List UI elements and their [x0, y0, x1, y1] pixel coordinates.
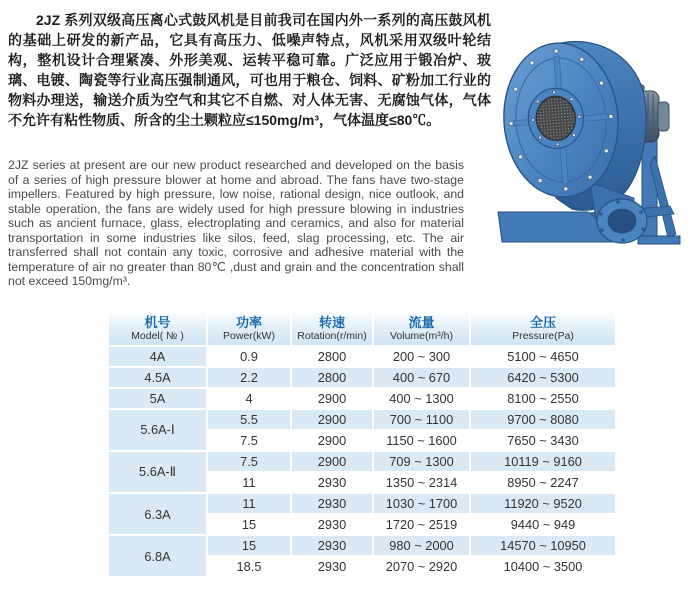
pressure-cell: 10400 ~ 3500 [471, 557, 615, 576]
volume-cell: 1350 ~ 2314 [374, 473, 469, 492]
table-row [109, 452, 615, 471]
table-header-row [109, 312, 615, 345]
pressure-cell: 6420 ~ 5300 [471, 368, 615, 387]
volume-cell: 980 ~ 2000 [374, 536, 469, 555]
pressure-cell: 8950 ~ 2247 [471, 473, 615, 492]
table-row [109, 410, 615, 429]
table-row [109, 347, 615, 366]
power-cell: 15 [208, 536, 290, 555]
rotation-cell: 2930 [292, 536, 372, 555]
model-cell: 6.3A [109, 494, 206, 534]
specification-table [107, 310, 617, 578]
rotation-cell: 2930 [292, 557, 372, 576]
pressure-cell: 7650 ~ 3430 [471, 431, 615, 450]
power-cell: 11 [208, 473, 290, 492]
power-cell: 4 [208, 389, 290, 408]
power-cell: 2.2 [208, 368, 290, 387]
model-cell: 6.8A [109, 536, 206, 576]
rotation-cell: 2900 [292, 389, 372, 408]
col-header-rotation: 转速 Rotation(r/min) [292, 312, 372, 345]
rotation-cell: 2900 [292, 452, 372, 471]
power-cell: 15 [208, 515, 290, 534]
model-cell: 5A [109, 389, 206, 408]
blower-product-image [492, 14, 698, 250]
power-cell: 7.5 [208, 431, 290, 450]
chinese-description: 2JZ 系列双级高压离心式鼓风机是目前我司在国内外一系列的高压鼓风机的基础上研发的新产品，它具有高压力、低噪声特点，风机采用双级叶轮结构，整机设计合理紧凑、外形美观、运转平稳可靠。广泛应用于锻冶炉、玻璃、电镀、陶瓷等行业高压强制通风，可也用于粮仓、饲料、矿粉加工行业的物料办理送，输送介质为空气和其它不自燃、对人体无害、无腐蚀气体，气体不允许有粘性物质、所含的尘土颗粒应≤150mg/m³，气体温度≤80℃。 [8, 12, 491, 128]
power-cell: 18.5 [208, 557, 290, 576]
model-cell: 4.5A [109, 368, 206, 387]
volume-cell: 1030 ~ 1700 [374, 494, 469, 513]
pressure-cell: 8100 ~ 2550 [471, 389, 615, 408]
volume-cell: 709 ~ 1300 [374, 452, 469, 471]
rotation-cell: 2800 [292, 368, 372, 387]
pressure-cell: 9440 ~ 949 [471, 515, 615, 534]
volume-cell: 1150 ~ 1600 [374, 431, 469, 450]
col-header-volume: 流量 Volume(m³/h) [374, 312, 469, 345]
pressure-cell: 5100 ~ 4650 [471, 347, 615, 366]
volume-cell: 400 ~ 670 [374, 368, 469, 387]
rotation-cell: 2930 [292, 473, 372, 492]
power-cell: 0.9 [208, 347, 290, 366]
volume-cell: 400 ~ 1300 [374, 389, 469, 408]
rotation-cell: 2930 [292, 515, 372, 534]
pressure-cell: 10119 ~ 9160 [471, 452, 615, 471]
rotation-cell: 2930 [292, 494, 372, 513]
power-cell: 7.5 [208, 452, 290, 471]
model-cell: 5.6A-Ⅱ [109, 452, 206, 492]
model-cell: 4A [109, 347, 206, 366]
col-header-model: 机号 Model( № ) [109, 312, 206, 345]
volume-cell: 1720 ~ 2519 [374, 515, 469, 534]
table-row [109, 368, 615, 387]
volume-cell: 200 ~ 300 [374, 347, 469, 366]
rotation-cell: 2900 [292, 431, 372, 450]
col-header-pressure: 全压 Pressure(Pa) [471, 312, 615, 345]
volume-cell: 2070 ~ 2920 [374, 557, 469, 576]
pressure-cell: 9700 ~ 8080 [471, 410, 615, 429]
pressure-cell: 14570 ~ 10950 [471, 536, 615, 555]
col-header-power: 功率 Power(kW) [208, 312, 290, 345]
english-description: 2JZ series at present are our new product researched and developed on the basis of a series of high pressure blower at home and abroad. The fans have two-stage impellers. Featured by high pressure, low noise, rational design, nice outlook, and stable operation, the fans are widely used for high pressure blowing in industries such as ancient furnace, glass, electroplating and ceramics, and also for material transportation in some industries like silos, feed, slag processing, etc. The air transferred shall not contain any toxic, corrosive and adhesive material with the temperature of air no greater than 80℃ ,dust and grain and the concentration shall not exceed 150mg/m³. [8, 158, 464, 288]
power-cell: 11 [208, 494, 290, 513]
table-row [109, 536, 615, 555]
pressure-cell: 11920 ~ 9520 [471, 494, 615, 513]
rotation-cell: 2900 [292, 410, 372, 429]
power-cell: 5.5 [208, 410, 290, 429]
table-row [109, 389, 615, 408]
table-row [109, 494, 615, 513]
model-cell: 5.6A-Ⅰ [109, 410, 206, 450]
volume-cell: 700 ~ 1100 [374, 410, 469, 429]
rotation-cell: 2800 [292, 347, 372, 366]
